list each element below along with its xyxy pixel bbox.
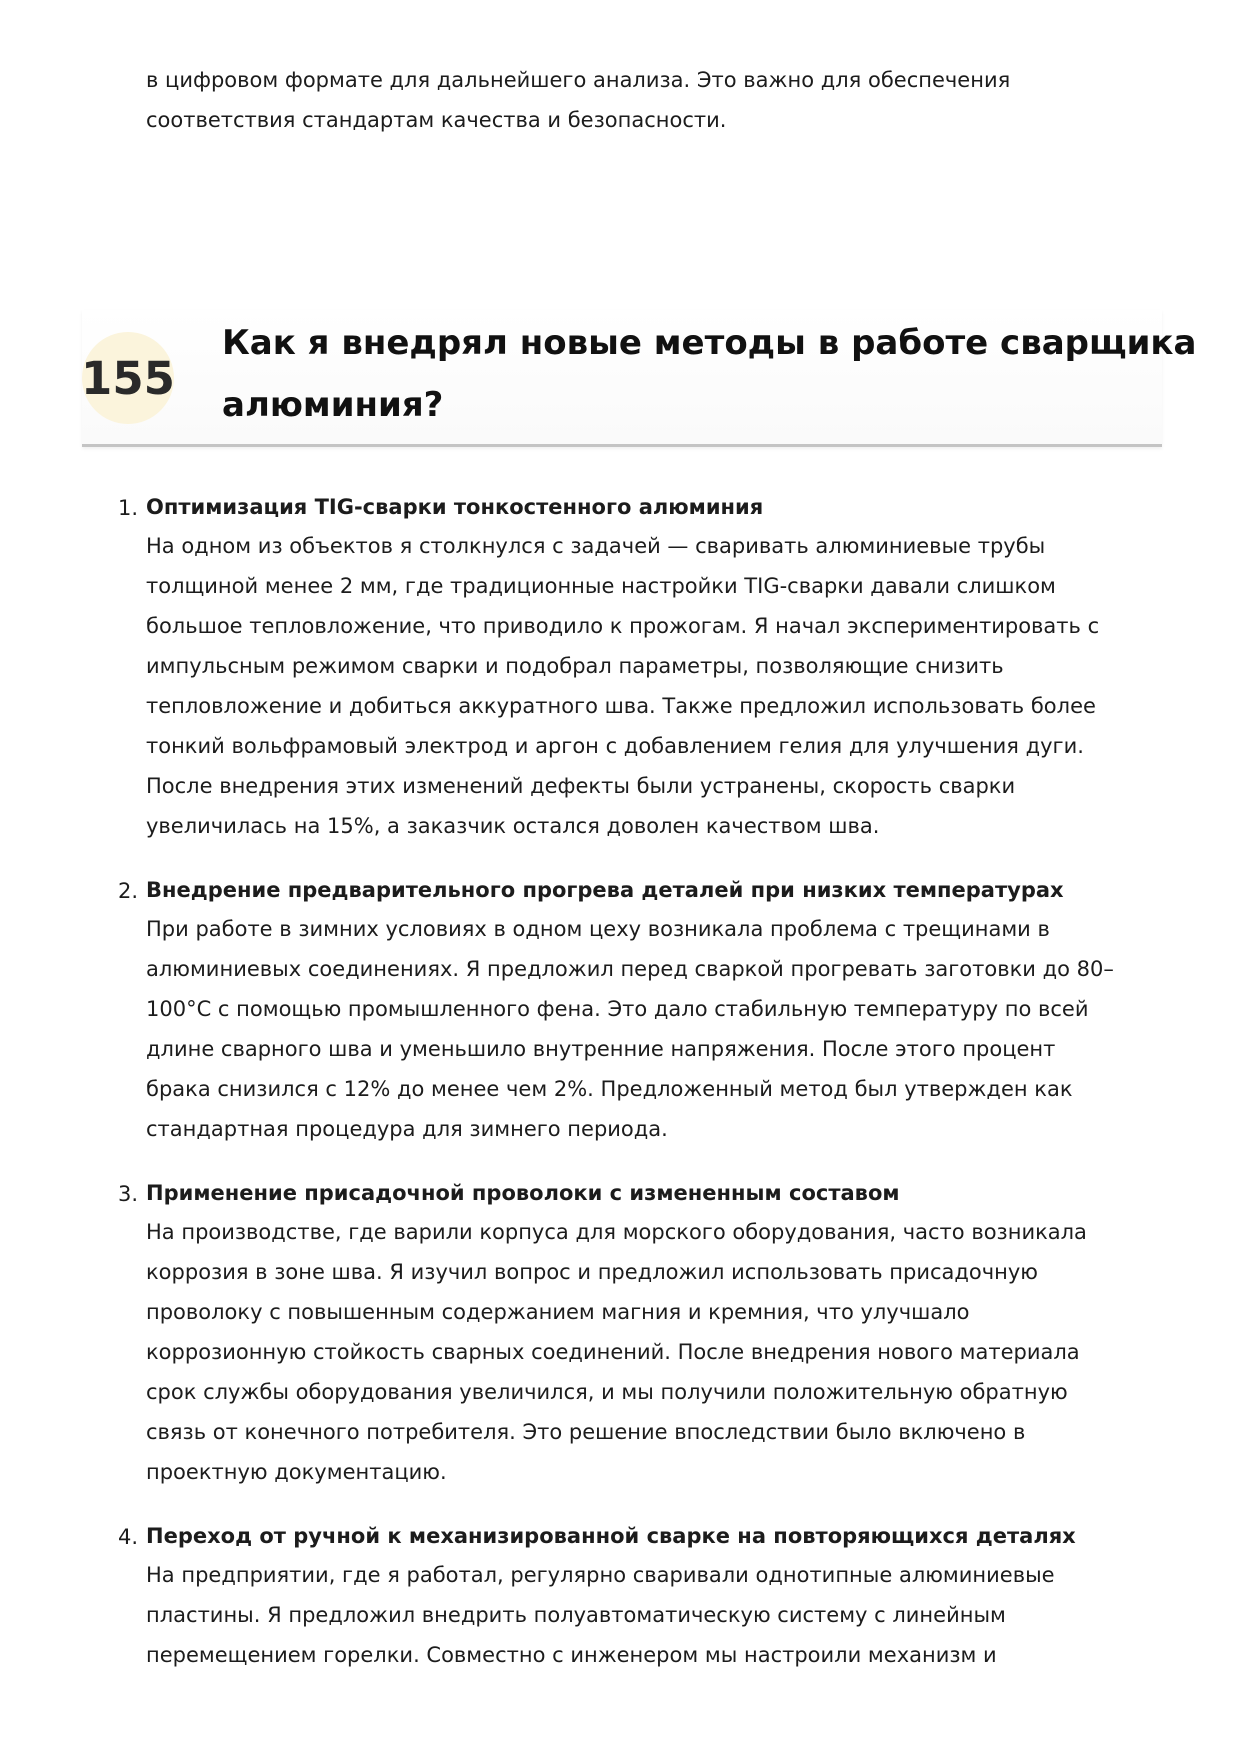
intro-line: соответствия стандартам качества и безопасности. — [146, 108, 727, 132]
answer-heading: Переход от ручной к механизированной сварке на повторяющихся деталях — [146, 1524, 1076, 1548]
answer-line: брака снизился с 12% до менее чем 2%. Предложенный метод был утвержден как — [146, 1077, 1073, 1101]
answer-body — [146, 1212, 1239, 1492]
answer-number: 1. — [118, 496, 139, 520]
answer-number: 3. — [118, 1182, 139, 1206]
answer-heading: Применение присадочной проволоки с измененным составом — [146, 1181, 900, 1205]
intro-paragraph — [146, 60, 1146, 140]
answer-line: 100°C с помощью промышленного фена. Это дало стабильную температуру по всей — [146, 997, 1089, 1021]
answer-line: алюминиевых соединениях. Я предложил перед сваркой прогревать заготовки до 80– — [146, 957, 1114, 981]
answer-line: импульсным режимом сварки и подобрал параметры, позволяющие снизить — [146, 654, 1004, 678]
answer-line: стандартная процедура для зимнего периода. — [146, 1117, 668, 1141]
answer-line: На производстве, где варили корпуса для морского оборудования, часто возникала — [146, 1220, 1087, 1244]
answer-line: коррозия в зоне шва. Я изучил вопрос и предложил использовать присадочную — [146, 1260, 1038, 1284]
intro-line: в цифровом формате для дальнейшего анализа. Это важно для обеспечения — [146, 68, 1011, 92]
answer-item-1 — [0, 488, 1239, 846]
answer-line: тепловложение и добиться аккуратного шва. Также предложил использовать более — [146, 694, 1096, 718]
answer-number: 4. — [118, 1525, 139, 1549]
answer-line: проектную документацию. — [146, 1460, 447, 1484]
answer-line: перемещением горелки. Совместно с инженером мы настроили механизм и — [146, 1643, 997, 1667]
answer-body — [146, 1555, 1239, 1675]
answer-line: увеличилась на 15%, а заказчик остался доволен качеством шва. — [146, 814, 880, 838]
answer-line: проволоку с повышенным содержанием магния и кремния, что улучшало — [146, 1300, 970, 1324]
answer-line: связь от конечного потребителя. Это решение впоследствии было включено в — [146, 1420, 1026, 1444]
answer-item-3 — [0, 1174, 1239, 1492]
answer-line: После внедрения этих изменений дефекты были устранены, скорость сварки — [146, 774, 1016, 798]
answer-line: толщиной менее 2 мм, где традиционные настройки TIG-сварки давали слишком — [146, 574, 1056, 598]
answer-line: тонкий вольфрамовый электрод и аргон с добавлением гелия для улучшения дуги. — [146, 734, 1084, 758]
answer-line: пластины. Я предложил внедрить полуавтоматическую систему с линейным — [146, 1603, 1006, 1627]
answer-body — [146, 526, 1239, 846]
question-title-line: Как я внедрял новые методы в работе сварщика — [222, 323, 1197, 363]
answer-item-2 — [0, 871, 1239, 1149]
answer-line: На одном из объектов я столкнулся с задачей — сваривать алюминиевые трубы — [146, 534, 1046, 558]
question-header — [81, 310, 1197, 447]
answer-list — [0, 488, 1239, 1700]
answer-line: длине сварного шва и уменьшило внутренние напряжения. После этого процент — [146, 1037, 1056, 1061]
answer-heading: Внедрение предварительного прогрева деталей при низких температурах — [146, 878, 1064, 902]
answer-line: При работе в зимних условиях в одном цеху возникала проблема с трещинами в — [146, 917, 1050, 941]
answer-heading: Оптимизация TIG-сварки тонкостенного алюминия — [146, 495, 764, 519]
question-number-badge: 155 — [82, 332, 174, 424]
answer-line: На предприятии, где я работал, регулярно сваривали однотипные алюминиевые — [146, 1563, 1055, 1587]
question-title-line: алюминия? — [222, 385, 444, 425]
answer-item-4 — [0, 1517, 1239, 1675]
answer-line: срок службы оборудования увеличился, и мы получили положительную обратную — [146, 1380, 1068, 1404]
answer-number: 2. — [118, 879, 139, 903]
answer-line: коррозионную стойкость сварных соединений. После внедрения нового материала — [146, 1340, 1080, 1364]
question-title — [222, 312, 1197, 436]
answer-body — [146, 909, 1239, 1149]
answer-line: большое тепловложение, что приводило к прожогам. Я начал экспериментировать с — [146, 614, 1100, 638]
